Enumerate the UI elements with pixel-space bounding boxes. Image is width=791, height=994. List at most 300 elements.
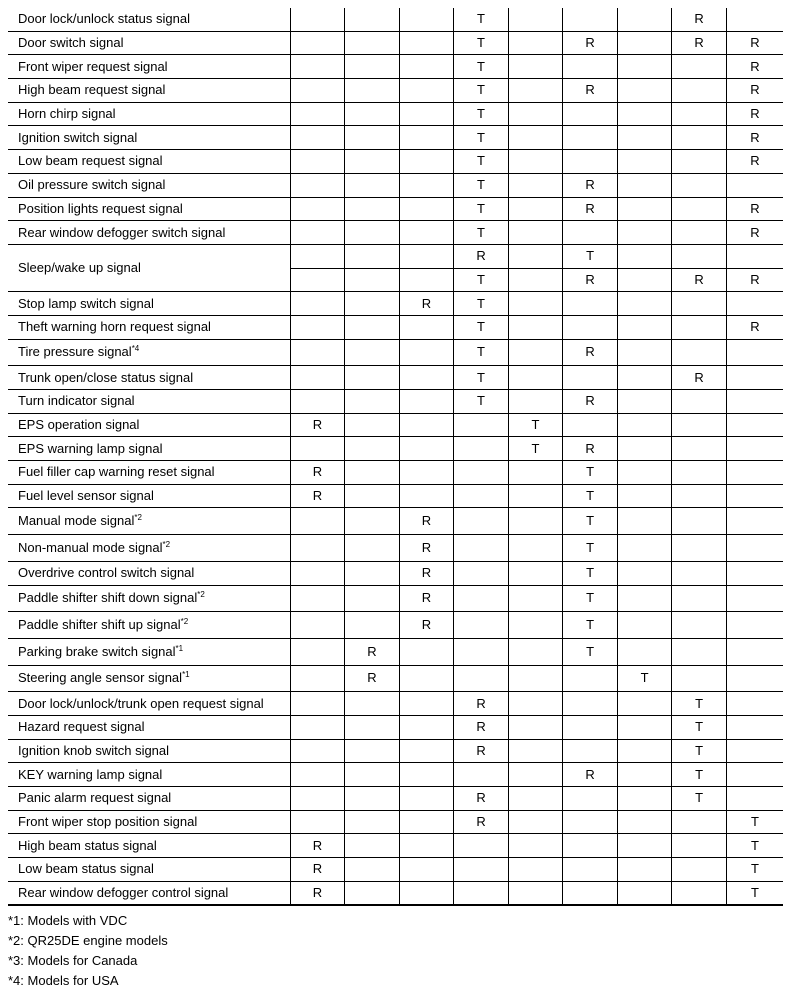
cell-col-5 <box>508 268 563 292</box>
cell-col-3 <box>399 739 454 763</box>
cell-col-2 <box>345 834 400 858</box>
signal-name <box>8 484 290 508</box>
cell-col-9: R <box>726 221 783 245</box>
table-row <box>8 787 783 811</box>
signal-name-text: Parking brake switch signal <box>18 643 176 659</box>
cell-col-2 <box>345 268 400 292</box>
signal-name <box>8 339 290 366</box>
cell-col-2 <box>345 292 400 316</box>
footnote-ref: *2 <box>162 539 171 549</box>
signal-name <box>8 858 290 882</box>
cell-col-1 <box>290 244 345 268</box>
signal-name-text: High beam status signal <box>18 837 157 853</box>
cell-col-7 <box>617 437 672 461</box>
signal-name-text: Fuel filler cap warning reset signal <box>18 464 215 480</box>
cell-col-6 <box>563 150 618 174</box>
table-row <box>8 244 783 268</box>
cell-col-3 <box>399 858 454 882</box>
cell-col-8: T <box>672 763 727 787</box>
cell-col-5: T <box>508 437 563 461</box>
cell-col-1 <box>290 508 345 535</box>
footnote: *3: Models for Canada <box>8 953 138 968</box>
cell-col-9 <box>726 692 783 716</box>
cell-col-9 <box>726 292 783 316</box>
cell-col-2 <box>345 858 400 882</box>
cell-col-1 <box>290 79 345 103</box>
cell-col-3: R <box>399 508 454 535</box>
cell-col-5 <box>508 315 563 339</box>
cell-col-9: R <box>726 315 783 339</box>
cell-col-2 <box>345 339 400 366</box>
cell-col-8 <box>672 461 727 485</box>
signal-name-text: Front wiper request signal <box>18 58 168 74</box>
cell-col-8: T <box>672 787 727 811</box>
table-row <box>8 8 783 31</box>
cell-col-3 <box>399 197 454 221</box>
cell-col-6: T <box>563 561 618 585</box>
cell-col-3 <box>399 390 454 414</box>
cell-col-5 <box>508 484 563 508</box>
signal-name-text: Theft warning horn request signal <box>18 319 211 335</box>
cell-col-1 <box>290 8 345 31</box>
cell-col-2 <box>345 244 400 268</box>
cell-col-5 <box>508 834 563 858</box>
cell-col-5 <box>508 366 563 390</box>
cell-col-6: R <box>563 390 618 414</box>
signal-table-body <box>8 8 783 905</box>
cell-col-4 <box>454 561 509 585</box>
cell-col-4 <box>454 638 509 665</box>
cell-col-5 <box>508 561 563 585</box>
cell-col-9: T <box>726 834 783 858</box>
cell-col-2 <box>345 437 400 461</box>
cell-col-1 <box>290 315 345 339</box>
cell-col-7 <box>617 612 672 639</box>
cell-col-5 <box>508 665 563 692</box>
cell-col-2 <box>345 715 400 739</box>
table-row <box>8 390 783 414</box>
cell-col-5 <box>508 150 563 174</box>
cell-col-2 <box>345 535 400 562</box>
cell-col-7 <box>617 292 672 316</box>
cell-col-1: R <box>290 834 345 858</box>
table-row <box>8 102 783 126</box>
signal-name-text: Manual mode signal <box>18 513 135 529</box>
cell-col-7 <box>617 810 672 834</box>
cell-col-8 <box>672 585 727 612</box>
cell-col-1 <box>290 692 345 716</box>
signal-name-text: Door lock/unlock status signal <box>18 11 190 27</box>
cell-col-7 <box>617 561 672 585</box>
cell-col-1 <box>290 739 345 763</box>
cell-col-9 <box>726 8 783 31</box>
footnote: *2: QR25DE engine models <box>8 933 168 948</box>
cell-col-3: R <box>399 535 454 562</box>
cell-col-3: R <box>399 585 454 612</box>
cell-col-8 <box>672 834 727 858</box>
table-row <box>8 79 783 103</box>
cell-col-8 <box>672 561 727 585</box>
signal-name-text: Horn chirp signal <box>18 106 116 122</box>
cell-col-2 <box>345 881 400 905</box>
cell-col-4: T <box>454 315 509 339</box>
cell-col-7 <box>617 126 672 150</box>
cell-col-9 <box>726 638 783 665</box>
cell-col-8 <box>672 221 727 245</box>
cell-col-6: T <box>563 585 618 612</box>
signal-name-text: Ignition switch signal <box>18 129 138 145</box>
cell-col-1 <box>290 665 345 692</box>
cell-col-5 <box>508 221 563 245</box>
cell-col-7 <box>617 834 672 858</box>
cell-col-2 <box>345 763 400 787</box>
cell-col-8 <box>672 126 727 150</box>
cell-col-9: T <box>726 881 783 905</box>
cell-col-3: R <box>399 292 454 316</box>
cell-col-5 <box>508 585 563 612</box>
cell-col-4: T <box>454 55 509 79</box>
footnotes <box>8 911 783 991</box>
signal-name <box>8 739 290 763</box>
cell-col-3 <box>399 763 454 787</box>
cell-col-5: T <box>508 413 563 437</box>
signal-name-text: Ignition knob switch signal <box>18 742 170 758</box>
cell-col-4 <box>454 858 509 882</box>
cell-col-9 <box>726 413 783 437</box>
cell-col-2 <box>345 315 400 339</box>
cell-col-1 <box>290 763 345 787</box>
cell-col-2 <box>345 79 400 103</box>
signal-name <box>8 665 290 692</box>
cell-col-6: R <box>563 437 618 461</box>
cell-col-4 <box>454 665 509 692</box>
cell-col-1 <box>290 787 345 811</box>
cell-col-3 <box>399 315 454 339</box>
cell-col-6: T <box>563 508 618 535</box>
cell-col-7 <box>617 715 672 739</box>
cell-col-9 <box>726 390 783 414</box>
signal-name-text: EPS operation signal <box>18 417 140 433</box>
table-row <box>8 437 783 461</box>
signal-name-text: Paddle shifter shift down signal <box>18 590 198 606</box>
cell-col-5 <box>508 858 563 882</box>
cell-col-9: R <box>726 126 783 150</box>
cell-col-9 <box>726 366 783 390</box>
cell-col-1 <box>290 173 345 197</box>
cell-col-5 <box>508 197 563 221</box>
cell-col-1 <box>290 585 345 612</box>
signal-name-text: Hazard request signal <box>18 719 145 735</box>
cell-col-5 <box>508 763 563 787</box>
cell-col-7 <box>617 535 672 562</box>
cell-col-2 <box>345 197 400 221</box>
cell-col-1: R <box>290 413 345 437</box>
cell-col-3 <box>399 484 454 508</box>
cell-col-7: T <box>617 665 672 692</box>
cell-col-3 <box>399 102 454 126</box>
cell-col-3 <box>399 221 454 245</box>
table-row <box>8 221 783 245</box>
cell-col-5 <box>508 31 563 55</box>
cell-col-4 <box>454 763 509 787</box>
signal-name <box>8 150 290 174</box>
cell-col-7 <box>617 315 672 339</box>
cell-col-8 <box>672 244 727 268</box>
cell-col-8 <box>672 881 727 905</box>
cell-col-9 <box>726 585 783 612</box>
cell-col-8: T <box>672 739 727 763</box>
cell-col-8: R <box>672 366 727 390</box>
signal-name-text: Fuel level sensor signal <box>18 488 154 504</box>
cell-col-3 <box>399 461 454 485</box>
cell-col-3 <box>399 339 454 366</box>
cell-col-2 <box>345 55 400 79</box>
cell-col-1 <box>290 390 345 414</box>
cell-col-4: T <box>454 390 509 414</box>
cell-col-5 <box>508 692 563 716</box>
cell-col-7 <box>617 413 672 437</box>
table-row <box>8 834 783 858</box>
cell-col-2 <box>345 413 400 437</box>
cell-col-7 <box>617 366 672 390</box>
cell-col-2: R <box>345 665 400 692</box>
cell-col-9: R <box>726 150 783 174</box>
cell-col-5 <box>508 810 563 834</box>
cell-col-8 <box>672 665 727 692</box>
cell-col-8 <box>672 339 727 366</box>
table-row <box>8 638 783 665</box>
footnote-ref: *2 <box>197 590 205 600</box>
cell-col-3 <box>399 881 454 905</box>
cell-col-1 <box>290 366 345 390</box>
table-row <box>8 150 783 174</box>
table-row <box>8 858 783 882</box>
cell-col-3 <box>399 638 454 665</box>
cell-col-3: R <box>399 561 454 585</box>
cell-col-9 <box>726 339 783 366</box>
cell-col-4: T <box>454 126 509 150</box>
cell-col-1: R <box>290 461 345 485</box>
table-row <box>8 612 783 639</box>
cell-col-7 <box>617 881 672 905</box>
signal-name-text: Door switch signal <box>18 35 124 51</box>
signal-name <box>8 8 290 31</box>
signal-name <box>8 390 290 414</box>
cell-col-1 <box>290 715 345 739</box>
cell-col-9: R <box>726 197 783 221</box>
cell-col-2 <box>345 461 400 485</box>
signal-name-text: Overdrive control switch signal <box>18 565 195 581</box>
cell-col-7 <box>617 858 672 882</box>
cell-col-2 <box>345 126 400 150</box>
cell-col-7 <box>617 79 672 103</box>
signal-name <box>8 834 290 858</box>
cell-col-7 <box>617 461 672 485</box>
cell-col-7 <box>617 484 672 508</box>
cell-col-7 <box>617 31 672 55</box>
cell-col-8 <box>672 197 727 221</box>
cell-col-8 <box>672 79 727 103</box>
cell-col-1: R <box>290 881 345 905</box>
signal-name <box>8 692 290 716</box>
signal-name-text: High beam request signal <box>18 82 166 98</box>
cell-col-9 <box>726 535 783 562</box>
cell-col-5 <box>508 739 563 763</box>
signal-name-text: Stop lamp switch signal <box>18 295 154 311</box>
cell-col-2 <box>345 8 400 31</box>
cell-col-3 <box>399 665 454 692</box>
cell-col-9 <box>726 612 783 639</box>
cell-col-5 <box>508 787 563 811</box>
signal-name <box>8 173 290 197</box>
cell-col-9 <box>726 715 783 739</box>
cell-col-4: T <box>454 197 509 221</box>
cell-col-4 <box>454 461 509 485</box>
cell-col-6 <box>563 413 618 437</box>
cell-col-9 <box>726 437 783 461</box>
cell-col-1 <box>290 535 345 562</box>
cell-col-5 <box>508 461 563 485</box>
cell-col-1 <box>290 150 345 174</box>
signal-name-text: Rear window defogger control signal <box>18 885 229 901</box>
table-row <box>8 508 783 535</box>
cell-col-5 <box>508 715 563 739</box>
table-row <box>8 739 783 763</box>
cell-col-5 <box>508 102 563 126</box>
cell-col-2 <box>345 787 400 811</box>
cell-col-2 <box>345 810 400 834</box>
cell-col-8 <box>672 173 727 197</box>
cell-col-4 <box>454 484 509 508</box>
cell-col-2 <box>345 150 400 174</box>
signal-name <box>8 413 290 437</box>
cell-col-6 <box>563 787 618 811</box>
cell-col-6: R <box>563 268 618 292</box>
cell-col-2 <box>345 390 400 414</box>
cell-col-6 <box>563 834 618 858</box>
cell-col-6 <box>563 126 618 150</box>
cell-col-6 <box>563 221 618 245</box>
cell-col-3 <box>399 787 454 811</box>
signal-name-text: Panic alarm request signal <box>18 790 172 806</box>
cell-col-6: R <box>563 339 618 366</box>
cell-col-6 <box>563 366 618 390</box>
signal-name-text: Paddle shifter shift up signal <box>18 617 181 633</box>
signal-name <box>8 292 290 316</box>
table-row <box>8 173 783 197</box>
cell-col-8 <box>672 612 727 639</box>
signal-name <box>8 612 290 639</box>
cell-col-4 <box>454 413 509 437</box>
cell-col-8 <box>672 55 727 79</box>
cell-col-6: R <box>563 197 618 221</box>
table-row <box>8 339 783 366</box>
cell-col-4: T <box>454 8 509 31</box>
cell-col-8 <box>672 535 727 562</box>
cell-col-1 <box>290 810 345 834</box>
signal-name <box>8 461 290 485</box>
cell-col-7 <box>617 221 672 245</box>
cell-col-7 <box>617 787 672 811</box>
cell-col-9 <box>726 508 783 535</box>
table-row <box>8 585 783 612</box>
signal-name <box>8 715 290 739</box>
cell-col-8 <box>672 638 727 665</box>
cell-col-4 <box>454 881 509 905</box>
cell-col-2 <box>345 484 400 508</box>
cell-col-8: T <box>672 715 727 739</box>
table-row <box>8 55 783 79</box>
cell-col-6 <box>563 665 618 692</box>
footnote-ref: *2 <box>134 513 142 523</box>
cell-col-7 <box>617 8 672 31</box>
cell-col-8: R <box>672 8 727 31</box>
cell-col-3 <box>399 8 454 31</box>
cell-col-9 <box>726 763 783 787</box>
signal-name-text: Low beam status signal <box>18 861 154 877</box>
cell-col-4: R <box>454 244 509 268</box>
cell-col-4: T <box>454 79 509 103</box>
cell-col-3 <box>399 268 454 292</box>
signal-name <box>8 508 290 535</box>
cell-col-4: T <box>454 268 509 292</box>
signal-name <box>8 763 290 787</box>
cell-col-9: R <box>726 55 783 79</box>
cell-col-8 <box>672 508 727 535</box>
cell-col-4 <box>454 612 509 639</box>
cell-col-2 <box>345 31 400 55</box>
cell-col-1 <box>290 612 345 639</box>
table-row <box>8 292 783 316</box>
signal-name-text: Position lights request signal <box>18 200 183 216</box>
cell-col-8: T <box>672 692 727 716</box>
cell-col-6: T <box>563 638 618 665</box>
signal-name-text: Turn indicator signal <box>18 393 135 409</box>
cell-col-4 <box>454 535 509 562</box>
signal-name-text: KEY warning lamp signal <box>18 766 163 782</box>
cell-col-3 <box>399 173 454 197</box>
table-row <box>8 461 783 485</box>
signal-name-text: Sleep/wake up signal <box>18 260 141 276</box>
cell-col-5 <box>508 173 563 197</box>
cell-col-4: T <box>454 221 509 245</box>
cell-col-7 <box>617 244 672 268</box>
cell-col-1 <box>290 268 345 292</box>
signal-name <box>8 535 290 562</box>
cell-col-2 <box>345 739 400 763</box>
cell-col-2 <box>345 561 400 585</box>
cell-col-9: T <box>726 810 783 834</box>
cell-col-8: R <box>672 31 727 55</box>
footnote-ref: *1 <box>182 670 190 680</box>
signal-name-text: EPS warning lamp signal <box>18 440 163 456</box>
signal-name <box>8 561 290 585</box>
signal-name-text: Tire pressure signal <box>18 344 132 360</box>
cell-col-5 <box>508 79 563 103</box>
cell-col-9 <box>726 244 783 268</box>
cell-col-1 <box>290 339 345 366</box>
cell-col-9: R <box>726 79 783 103</box>
cell-col-5 <box>508 8 563 31</box>
table-row <box>8 763 783 787</box>
table-row <box>8 881 783 905</box>
cell-col-8 <box>672 102 727 126</box>
cell-col-6 <box>563 858 618 882</box>
table-row <box>8 535 783 562</box>
signal-name-text: Rear window defogger switch signal <box>18 224 226 240</box>
cell-col-8 <box>672 292 727 316</box>
cell-col-9: R <box>726 268 783 292</box>
